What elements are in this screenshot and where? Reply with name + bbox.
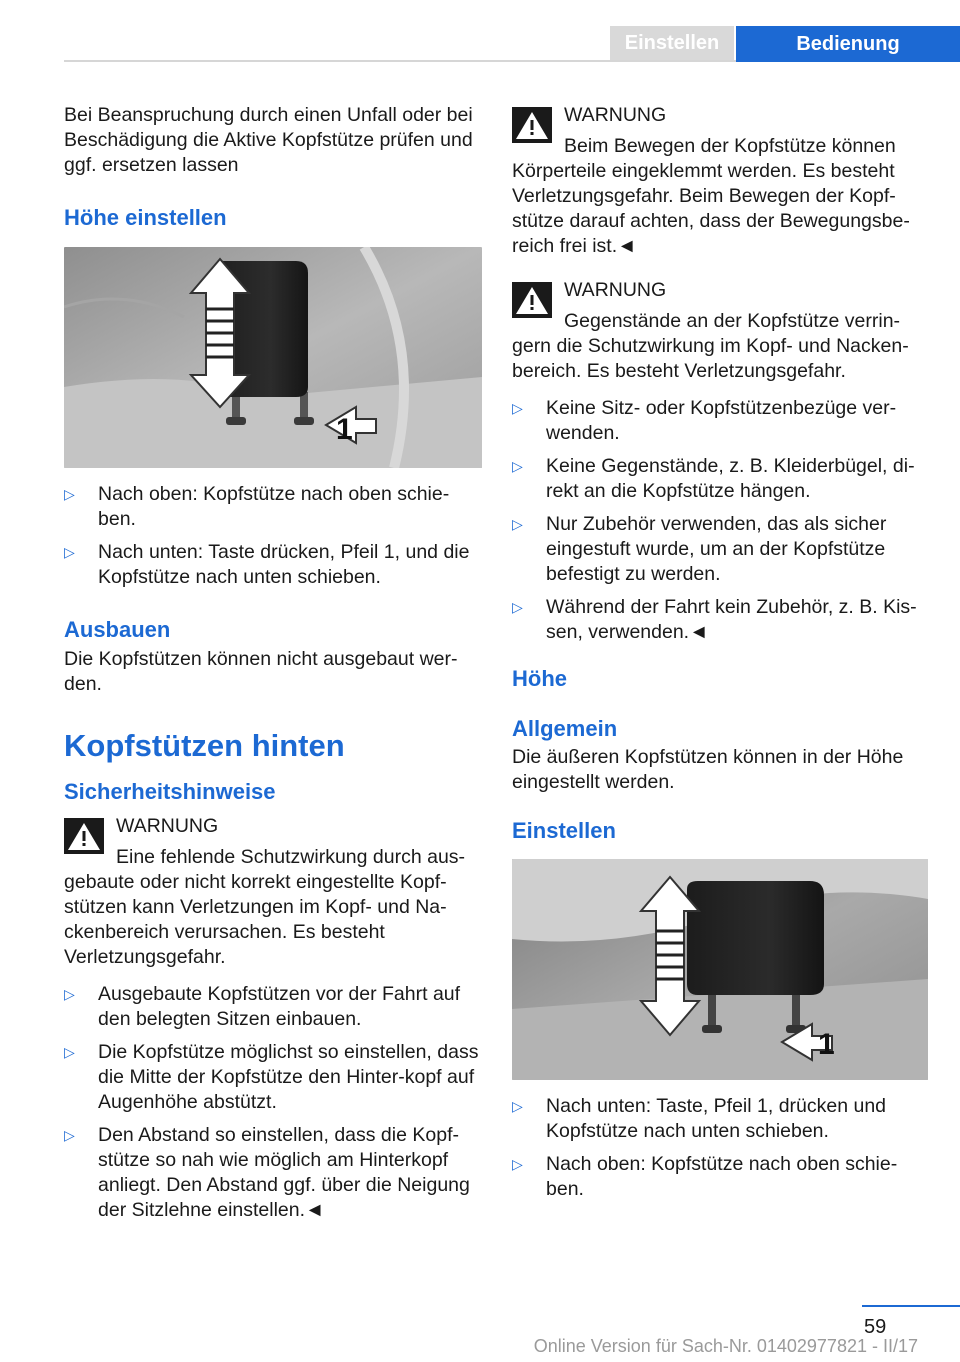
warning-block bbox=[64, 814, 482, 970]
rear-headrest-illustration bbox=[512, 859, 928, 1080]
left-column bbox=[64, 100, 482, 1231]
list-item: ▷ Die Kopfstütze möglichst so einstellen, dass die Mitte der Kopfstütze den Hinter-kopf auf Augenhöhe abstützt. bbox=[64, 1041, 479, 1113]
triangle-bullet-icon: ▷ bbox=[64, 544, 75, 560]
list-item: ▷ Während der Fahrt kein Zubehör, z. B. Kis-sen, verwenden.◄ bbox=[512, 596, 917, 643]
list-item: ▷ Nach oben: Kopfstütze nach oben schie-ben. bbox=[64, 483, 450, 530]
figure-rear-headrest bbox=[512, 859, 928, 1080]
triangle-bullet-icon: ▷ bbox=[512, 1098, 523, 1114]
warning-text: Eine fehlende Schutzwirkung durch aus-gebaute oder nicht korrekt eingestellte Kopf-stützen kann Verletzungen im Kopf- und Na-ckenbereich verursachen. Es besteht Verletzungsgefahr. bbox=[64, 846, 466, 968]
footer-rule bbox=[862, 1305, 960, 1307]
heading-ausbauen: Ausbauen bbox=[64, 617, 171, 642]
heading-allgemein: Allgemein bbox=[512, 716, 618, 741]
list-item: ▷ Nach unten: Taste, Pfeil 1, drücken und Kopfstütze nach unten schieben. bbox=[512, 1095, 887, 1142]
triangle-bullet-icon: ▷ bbox=[512, 516, 523, 532]
triangle-bullet-icon: ▷ bbox=[512, 1156, 523, 1172]
warning-title: WARNUNG bbox=[564, 279, 667, 301]
steps-list-rear bbox=[512, 1094, 928, 1202]
figure-front-headrest bbox=[64, 247, 482, 468]
ausbauen-paragraph: Die Kopfstützen können nicht ausgebaut wer-den. bbox=[64, 648, 458, 695]
heading-hoehe: Höhe bbox=[512, 666, 567, 691]
triangle-bullet-icon: ▷ bbox=[64, 486, 75, 502]
warning-title: WARNUNG bbox=[116, 815, 219, 837]
intro-paragraph: Bei Beanspruchung durch einen Unfall oder bei Beschädigung die Aktive Kopfstütze prüfen und ggf. ersetzen lassen bbox=[64, 104, 473, 176]
tab-bedienung[interactable]: Bedienung bbox=[736, 26, 960, 62]
list-item: ▷ Keine Gegenstände, z. B. Kleiderbügel, di-rekt an die Kopfstütze hängen. bbox=[512, 455, 915, 502]
warning-triangle-icon bbox=[512, 107, 552, 143]
right-column bbox=[512, 100, 928, 1210]
warning-triangle-icon bbox=[512, 282, 552, 318]
triangle-bullet-icon: ▷ bbox=[512, 400, 523, 416]
steps-list-safety bbox=[64, 982, 482, 1223]
tab-einstellen[interactable]: Einstellen bbox=[610, 26, 734, 60]
list-item: ▷ Nur Zubehör verwenden, das als sicher eingestuft wurde, um an der Kopfstütze befestigt zu werden. bbox=[512, 513, 887, 585]
list-item: ▷ Ausgebaute Kopfstützen vor der Fahrt auf den belegten Sitzen einbauen. bbox=[64, 983, 461, 1030]
triangle-bullet-icon: ▷ bbox=[64, 1127, 75, 1143]
triangle-bullet-icon: ▷ bbox=[64, 1044, 75, 1060]
heading-einstellen: Einstellen bbox=[512, 818, 616, 843]
warning-title: WARNUNG bbox=[564, 104, 667, 126]
triangle-bullet-icon: ▷ bbox=[512, 599, 523, 615]
steps-list-accessories bbox=[512, 396, 928, 645]
list-item: ▷ Keine Sitz- oder Kopfstützenbezüge ver-wenden. bbox=[512, 397, 897, 444]
triangle-bullet-icon: ▷ bbox=[512, 458, 523, 474]
heading-hoehe-einstellen: Höhe einstellen bbox=[64, 205, 227, 230]
list-item: ▷ Nach unten: Taste drücken, Pfeil 1, und die Kopfstütze nach unten schieben. bbox=[64, 541, 470, 588]
warning-text: Gegenstände an der Kopfstütze verrin-gern die Schutzwirkung im Kopf- und Nacken-bereich. Es besteht Verletzungsgefahr. bbox=[512, 310, 909, 382]
list-item: ▷ Nach oben: Kopfstütze nach oben schie-ben. bbox=[512, 1153, 898, 1200]
online-version-note: Online Version für Sach-Nr. 01402977821 - II/17 bbox=[533, 1336, 918, 1356]
heading-kopfstuetzen-hinten: Kopfstützen hinten bbox=[64, 728, 345, 763]
list-item: ▷ Den Abstand so einstellen, dass die Kopf-stütze so nah wie möglich am Hinterkopf anliegt. Den Abstand ggf. über die Neigung der Sitzlehne einstellen.◄ bbox=[64, 1124, 470, 1221]
front-headrest-illustration bbox=[64, 247, 482, 468]
steps-list-front bbox=[64, 482, 482, 590]
warning-text: Beim Bewegen der Kopfstütze können Körperteile eingeklemmt werden. Es besteht Verletzungsgefahr. Beim Bewegen der Kopf-stütze darauf achten, dass der Bewegungsbe-reich frei ist.◄ bbox=[512, 135, 910, 257]
page-number: 59 bbox=[864, 1316, 887, 1338]
heading-sicherheitshinweise: Sicherheitshinweise bbox=[64, 779, 276, 804]
triangle-bullet-icon: ▷ bbox=[64, 986, 75, 1002]
warning-block bbox=[512, 103, 928, 259]
fig2-callout-label: 1 bbox=[818, 1028, 835, 1061]
allgemein-paragraph: Die äußeren Kopfstützen können in der Höhe eingestellt werden. bbox=[512, 746, 904, 793]
warning-block bbox=[512, 278, 928, 384]
warning-triangle-icon bbox=[64, 818, 104, 854]
fig1-callout-label: 1 bbox=[336, 413, 353, 446]
